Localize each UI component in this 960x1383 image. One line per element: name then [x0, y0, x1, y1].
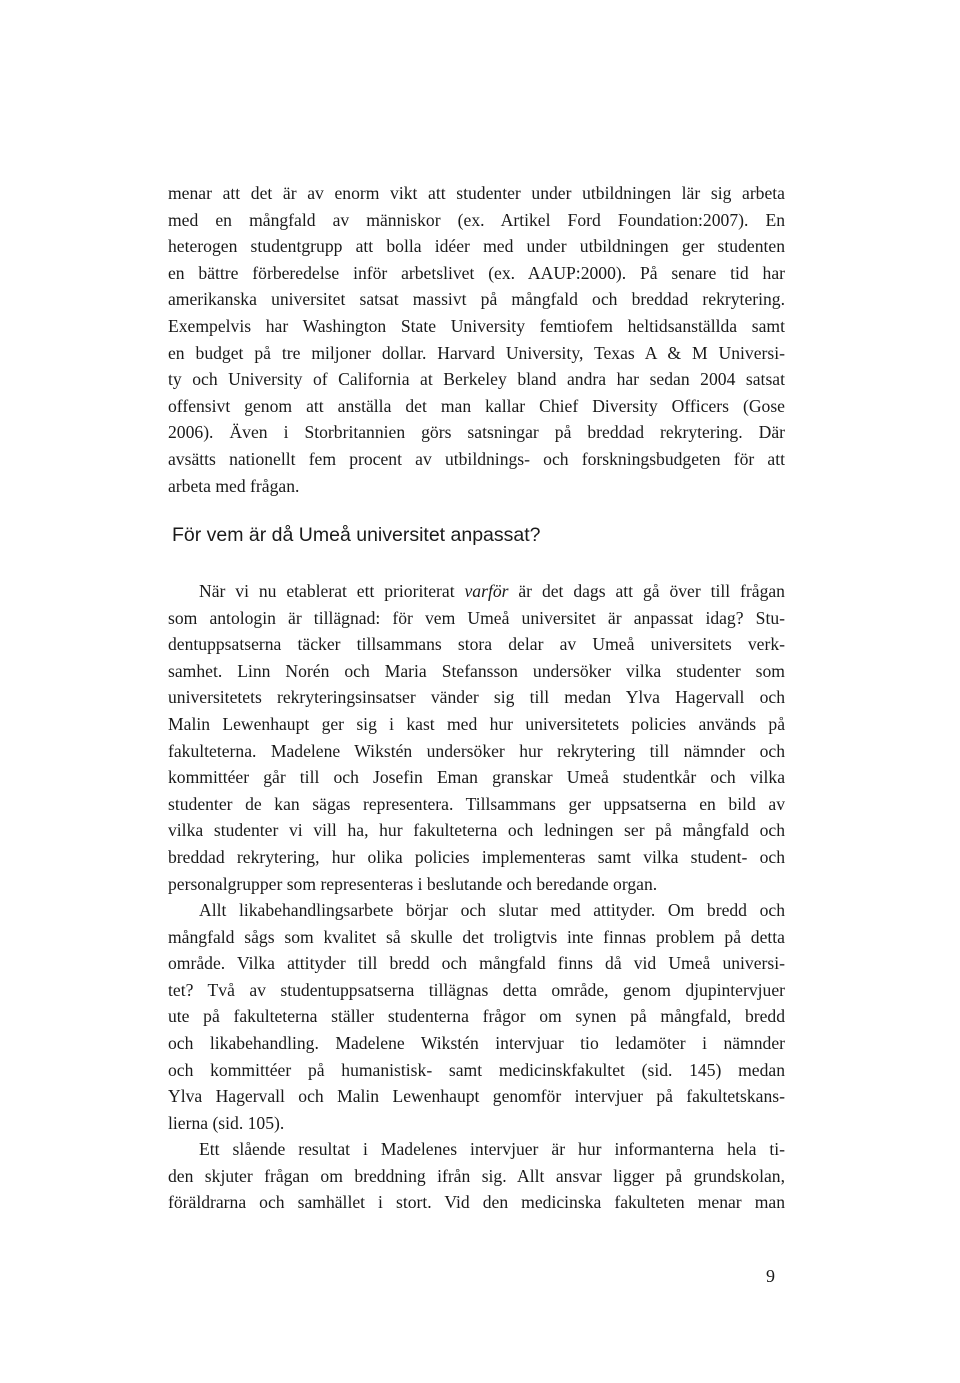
text-line: heterogen studentgrupp att bolla idéer med under utbildningen ger studenten — [168, 236, 785, 257]
text-line: personalgrupper som representeras i beslutande och beredande organ. — [168, 873, 658, 894]
text-line: som antologin är tillägnad: för vem Umeå universitet är anpassat idag? Stu- — [168, 607, 785, 628]
text-segment: är det dags att gå över till frågan — [508, 581, 785, 601]
text-line: kommittéer går till och Josefin Eman granskar Umeå studentkår och vilka — [168, 767, 785, 788]
text-line: arbeta med frågan. — [168, 475, 300, 496]
text-line: Exempelvis har Washington State University femtiofem heltidsanställda samt — [168, 315, 785, 336]
text-line: universitetets rekryteringsinsatser vänder sig till medan Ylva Hagervall och — [168, 687, 785, 708]
text-line: och kommittéer på humanistisk- samt medicinskfakultet (sid. 145) medan — [168, 1059, 785, 1080]
text-line: tet? Två av studentuppsatserna tillägnas detta område, genom djupintervjuer — [168, 979, 785, 1000]
paragraph-audience — [168, 578, 785, 897]
text-line: med en mångfald av människor (ex. Artikel Ford Foundation:2007). En — [168, 209, 785, 230]
text-line: ty och University of California at Berkeley bland andra har sedan 2004 satsat — [168, 369, 785, 390]
text-line: ute på fakulteterna ställer studenterna frågor om synen på mångfald, bredd — [168, 1006, 785, 1027]
section-heading: För vem är då Umeå universitet anpassat? — [172, 524, 541, 546]
text-line: Ylva Hagervall och Malin Lewenhaupt genomför intervjuer på fakultetskans- — [168, 1086, 785, 1107]
text-line: mångfald sågs som kvalitet så skulle det troligtvis inte finnas problem på detta — [168, 926, 785, 947]
text-line: en budget på tre miljoner dollar. Harvard University, Texas A & M Universi- — [168, 342, 785, 363]
text-line: område. Vilka attityder till bredd och mångfald finns då vid Umeå universi- — [168, 953, 785, 974]
paragraph-attitudes — [168, 897, 785, 1136]
emphasis-text: varför — [464, 581, 509, 601]
text-line: fakulteterna. Madelene Wikstén undersöker hur rekrytering till nämnder och — [168, 740, 785, 761]
text-line: menar att det är av enorm vikt att studenter under utbildningen lär sig arbeta — [168, 183, 785, 203]
text-line: den skjuter frågan om breddning ifrån sig. Allt ansvar ligger på grundskolan, — [168, 1165, 785, 1186]
text-line: studenter de kan sägas representera. Tillsammans ger uppsatserna en bild av — [168, 793, 785, 814]
text-line: en bättre förberedelse inför arbetslivet (ex. AAUP:2000). På senare tid har — [168, 262, 785, 283]
text-line: samhet. Linn Norén och Maria Stefansson undersöker vilka studenter som — [168, 660, 785, 681]
paragraph-intro — [168, 180, 785, 499]
text-line: 2006). Även i Storbritannien görs satsningar på breddad rekrytering. Där — [168, 422, 785, 443]
text-line: Malin Lewenhaupt ger sig i kast med hur universitetets policies används på — [168, 713, 785, 734]
text-line: Ett slående resultat i Madelenes intervjuer är hur informanterna hela ti- — [199, 1139, 785, 1159]
text-line: breddad rekrytering, hur olika policies implementeras samt vilka student- och — [168, 846, 785, 867]
text-line: offensivt genom att anställa det man kallar Chief Diversity Officers (Gose — [168, 395, 785, 416]
text-line: och likabehandling. Madelene Wikstén intervjuar tio ledamöter i nämnder — [168, 1032, 785, 1053]
page-number: 9 — [766, 1266, 775, 1286]
text-line: avsätts nationellt fem procent av utbildnings- och forskningsbudgeten för att — [168, 448, 785, 469]
paragraph-results — [168, 1136, 785, 1216]
text-line: Allt likabehandlingsarbete börjar och slutar med attityder. Om bredd och — [199, 900, 785, 920]
text-line: föräldrarna och samhället i stort. Vid den medicinska fakulteten menar man — [168, 1192, 785, 1213]
text-line: vilka studenter vi vill ha, hur fakulteterna och ledningen ser på mångfald och — [168, 820, 785, 841]
text-line: amerikanska universitet satsat massivt på mångfald och breddad rekrytering. — [168, 289, 785, 310]
text-line: lierna (sid. 105). — [168, 1112, 285, 1133]
text-line: dentuppsatserna täcker tillsammans stora delar av Umeå universitets verk- — [168, 634, 785, 655]
text-line — [168, 578, 785, 605]
text-segment: När vi nu etablerat ett prioriterat — [199, 581, 465, 601]
